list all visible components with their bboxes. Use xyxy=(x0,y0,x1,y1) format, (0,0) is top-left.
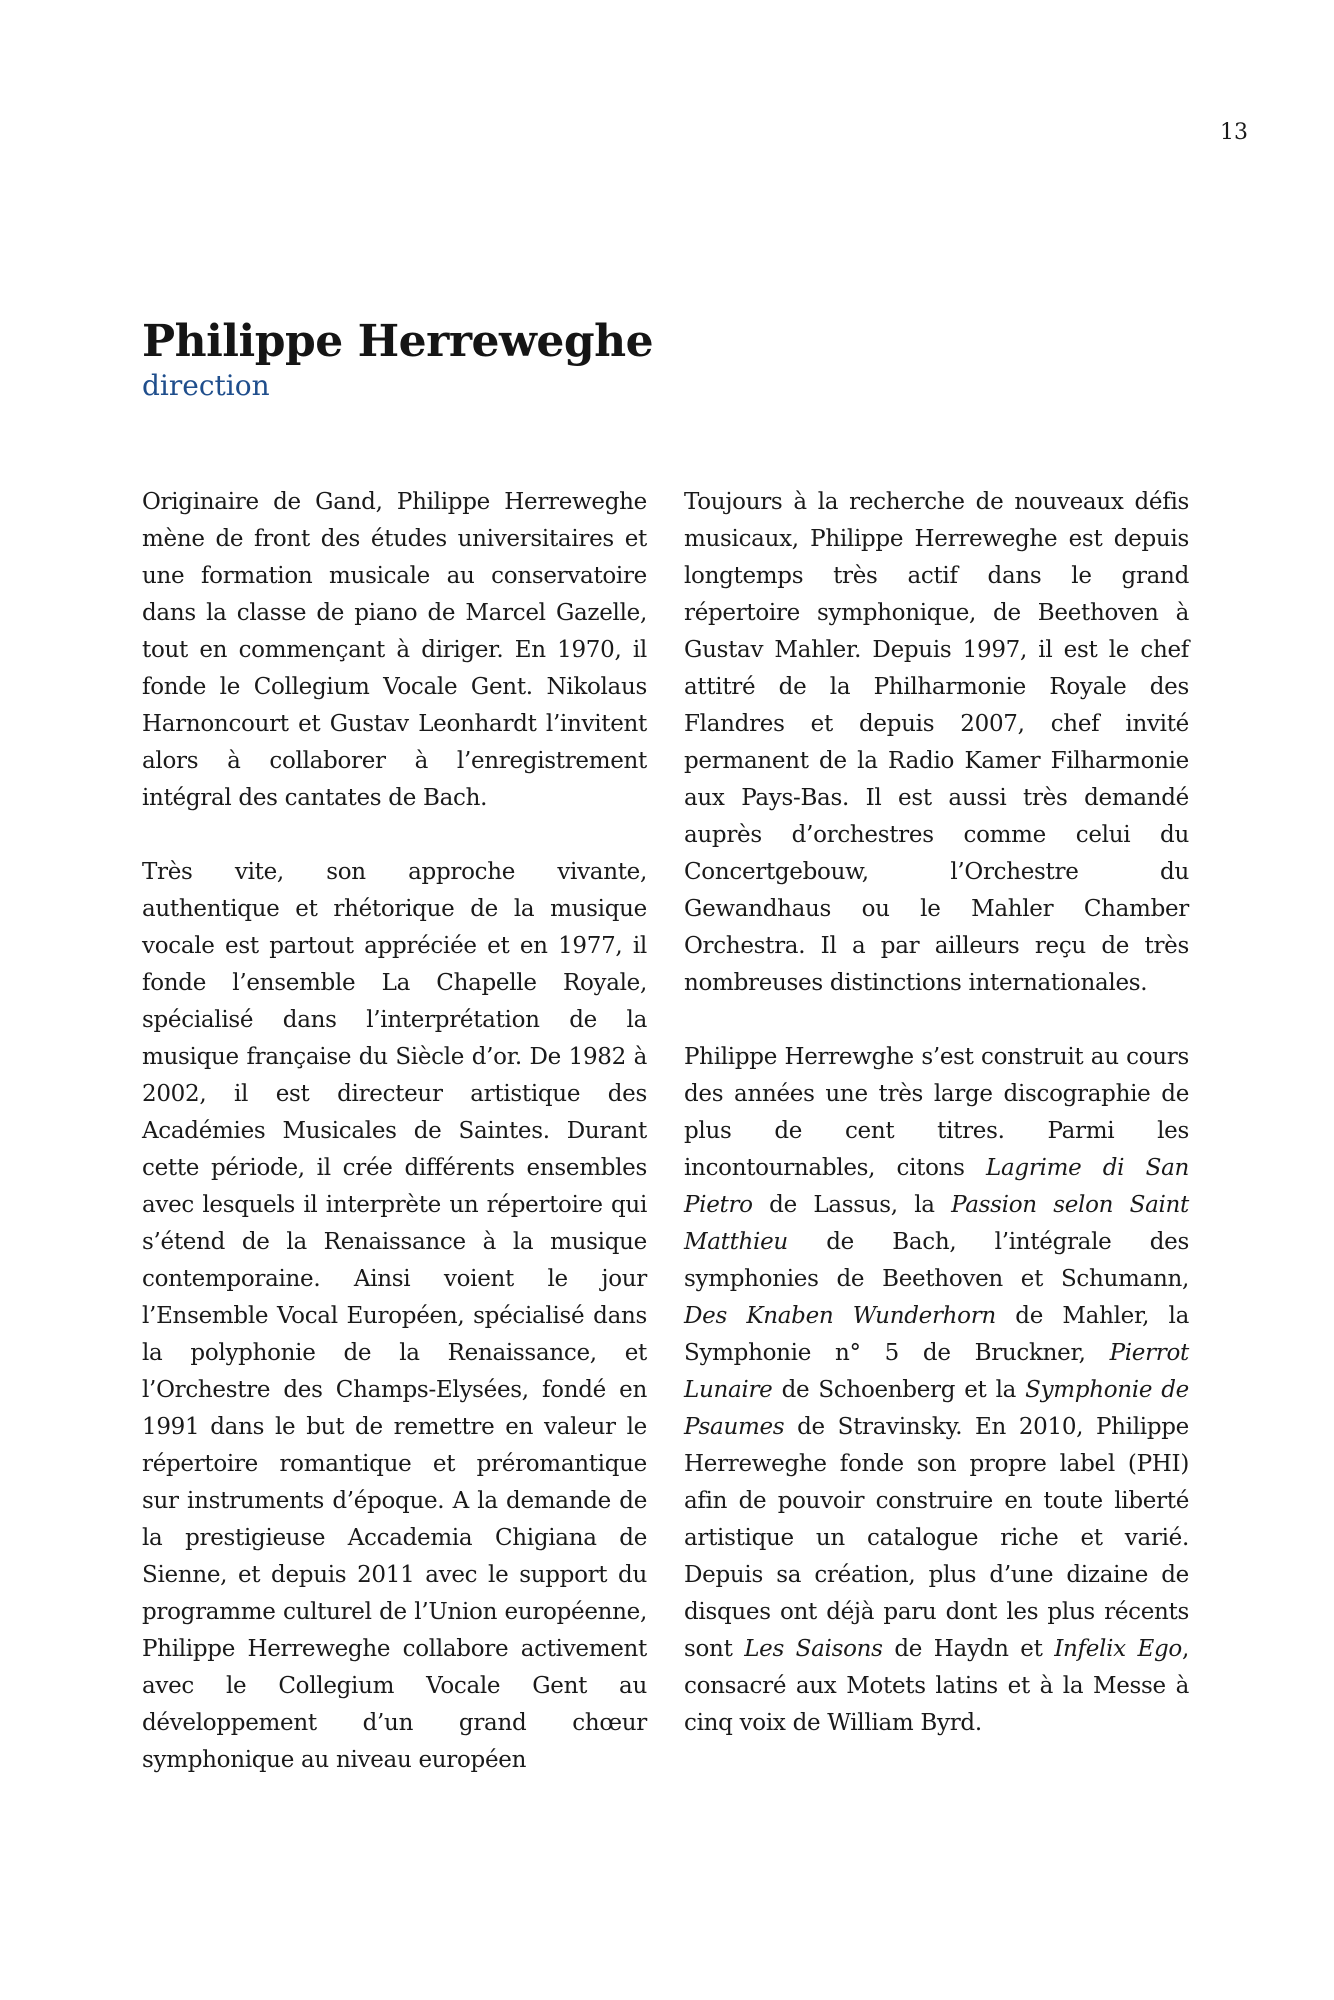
work-title: Passion selon Saint Matthieu xyxy=(684,1192,1189,1255)
work-title: Lagrime di San Pietro xyxy=(684,1155,1189,1218)
text-segment: , consacré aux Motets latins et à la Messe à cinq voix de William Byrd. xyxy=(684,1636,1189,1736)
article-heading xyxy=(142,316,1192,404)
text-segment: de Bach, l’intégrale des symphonies de Beethoven et Schumann, xyxy=(684,1229,1189,1292)
right-column xyxy=(684,484,1189,1779)
text-segment: de Mahler, la Symphonie n° 5 de Bruckner, xyxy=(684,1303,1189,1366)
page-title: Philippe Herreweghe xyxy=(142,316,654,367)
left-paragraph-1: Originaire de Gand, Philippe Herreweghe mène de front des études universitaires et une formation musicale au conservatoire dans la classe de piano de Marcel Gazelle, tout en commençant à diriger. En 1970, il fonde le Collegium Vocale Gent. Nikolaus Harnoncourt et Gustav Leonhardt l’invitent alors à collaborer à l’enregistrement intégral des cantates de Bach. xyxy=(142,489,647,811)
work-title: Pierrot Lunaire xyxy=(684,1340,1189,1403)
left-column xyxy=(142,484,647,1816)
work-title: Les Saisons xyxy=(744,1636,883,1662)
text-segment: de Stravinsky. En 2010, Philippe Herreweghe fonde son propre label (PHI) afin de pouvoir construire en toute liberté artistique un catalogue riche et varié. Depuis sa création, plus d’une dizaine de disques ont déjà paru dont les plus récents sont xyxy=(684,1414,1189,1662)
text-segment: de Haydn et xyxy=(882,1636,1055,1662)
work-title: Symphonie de Psaumes xyxy=(684,1377,1189,1440)
right-paragraph-2 xyxy=(684,1039,1189,1742)
text-segment: de Schoenberg et la xyxy=(772,1377,1026,1403)
left-paragraph-2: Très vite, son approche vivante, authentique et rhétorique de la musique vocale est partout appréciée et en 1977, il fonde l’ensemble La Chapelle Royale, spécialisé dans l’interprétation de la musique française du Siècle d’or. De 1982 à 2002, il est directeur artistique des Académies Musicales de Saintes. Durant cette période, il crée différents ensembles avec lesquels il interprète un répertoire qui s’étend de la Renaissance à la musique contemporaine. Ainsi voient le jour l’Ensemble Vocal Européen, spécialisé dans la polyphonie de la Renaissance, et l’Orchestre des Champs-Elysées, fondé en 1991 dans le but de remettre en valeur le répertoire romantique et préromantique sur instruments d’époque. A la demande de la prestigieuse Accademia Chigiana de Sienne, et depuis 2011 avec le support du programme culturel de l’Union européenne, Philippe Herreweghe collabore activement avec le Collegium Vocale Gent au développement d’un grand chœur symphonique au niveau européen xyxy=(142,859,647,1773)
page-number: 13 xyxy=(1220,120,1248,145)
work-title: Des Knaben Wunderhorn xyxy=(684,1303,996,1329)
text-segment: Philippe Herrewghe s’est construit au cours des années une très large discographie de plus de cent titres. Parmi les incontournables, citons xyxy=(684,1044,1189,1181)
work-title: Infelix Ego xyxy=(1054,1636,1182,1662)
page-subtitle: direction xyxy=(142,369,270,402)
text-segment: de Lassus, la xyxy=(752,1192,952,1218)
right-paragraph-1: Toujours à la recherche de nouveaux défis musicaux, Philippe Herreweghe est depuis longtemps très actif dans le grand répertoire symphonique, de Beethoven à Gustav Mahler. Depuis 1997, il est le chef attitré de la Philharmonie Royale des Flandres et depuis 2007, chef invité permanent de la Radio Kamer Filharmonie aux Pays-Bas. Il est aussi très demandé auprès d’orchestres comme celui du Concertgebouw, l’Orchestre du Gewandhaus ou le Mahler Chamber Orchestra. Il a par ailleurs reçu de très nombreuses distinctions internationales. xyxy=(684,489,1189,996)
